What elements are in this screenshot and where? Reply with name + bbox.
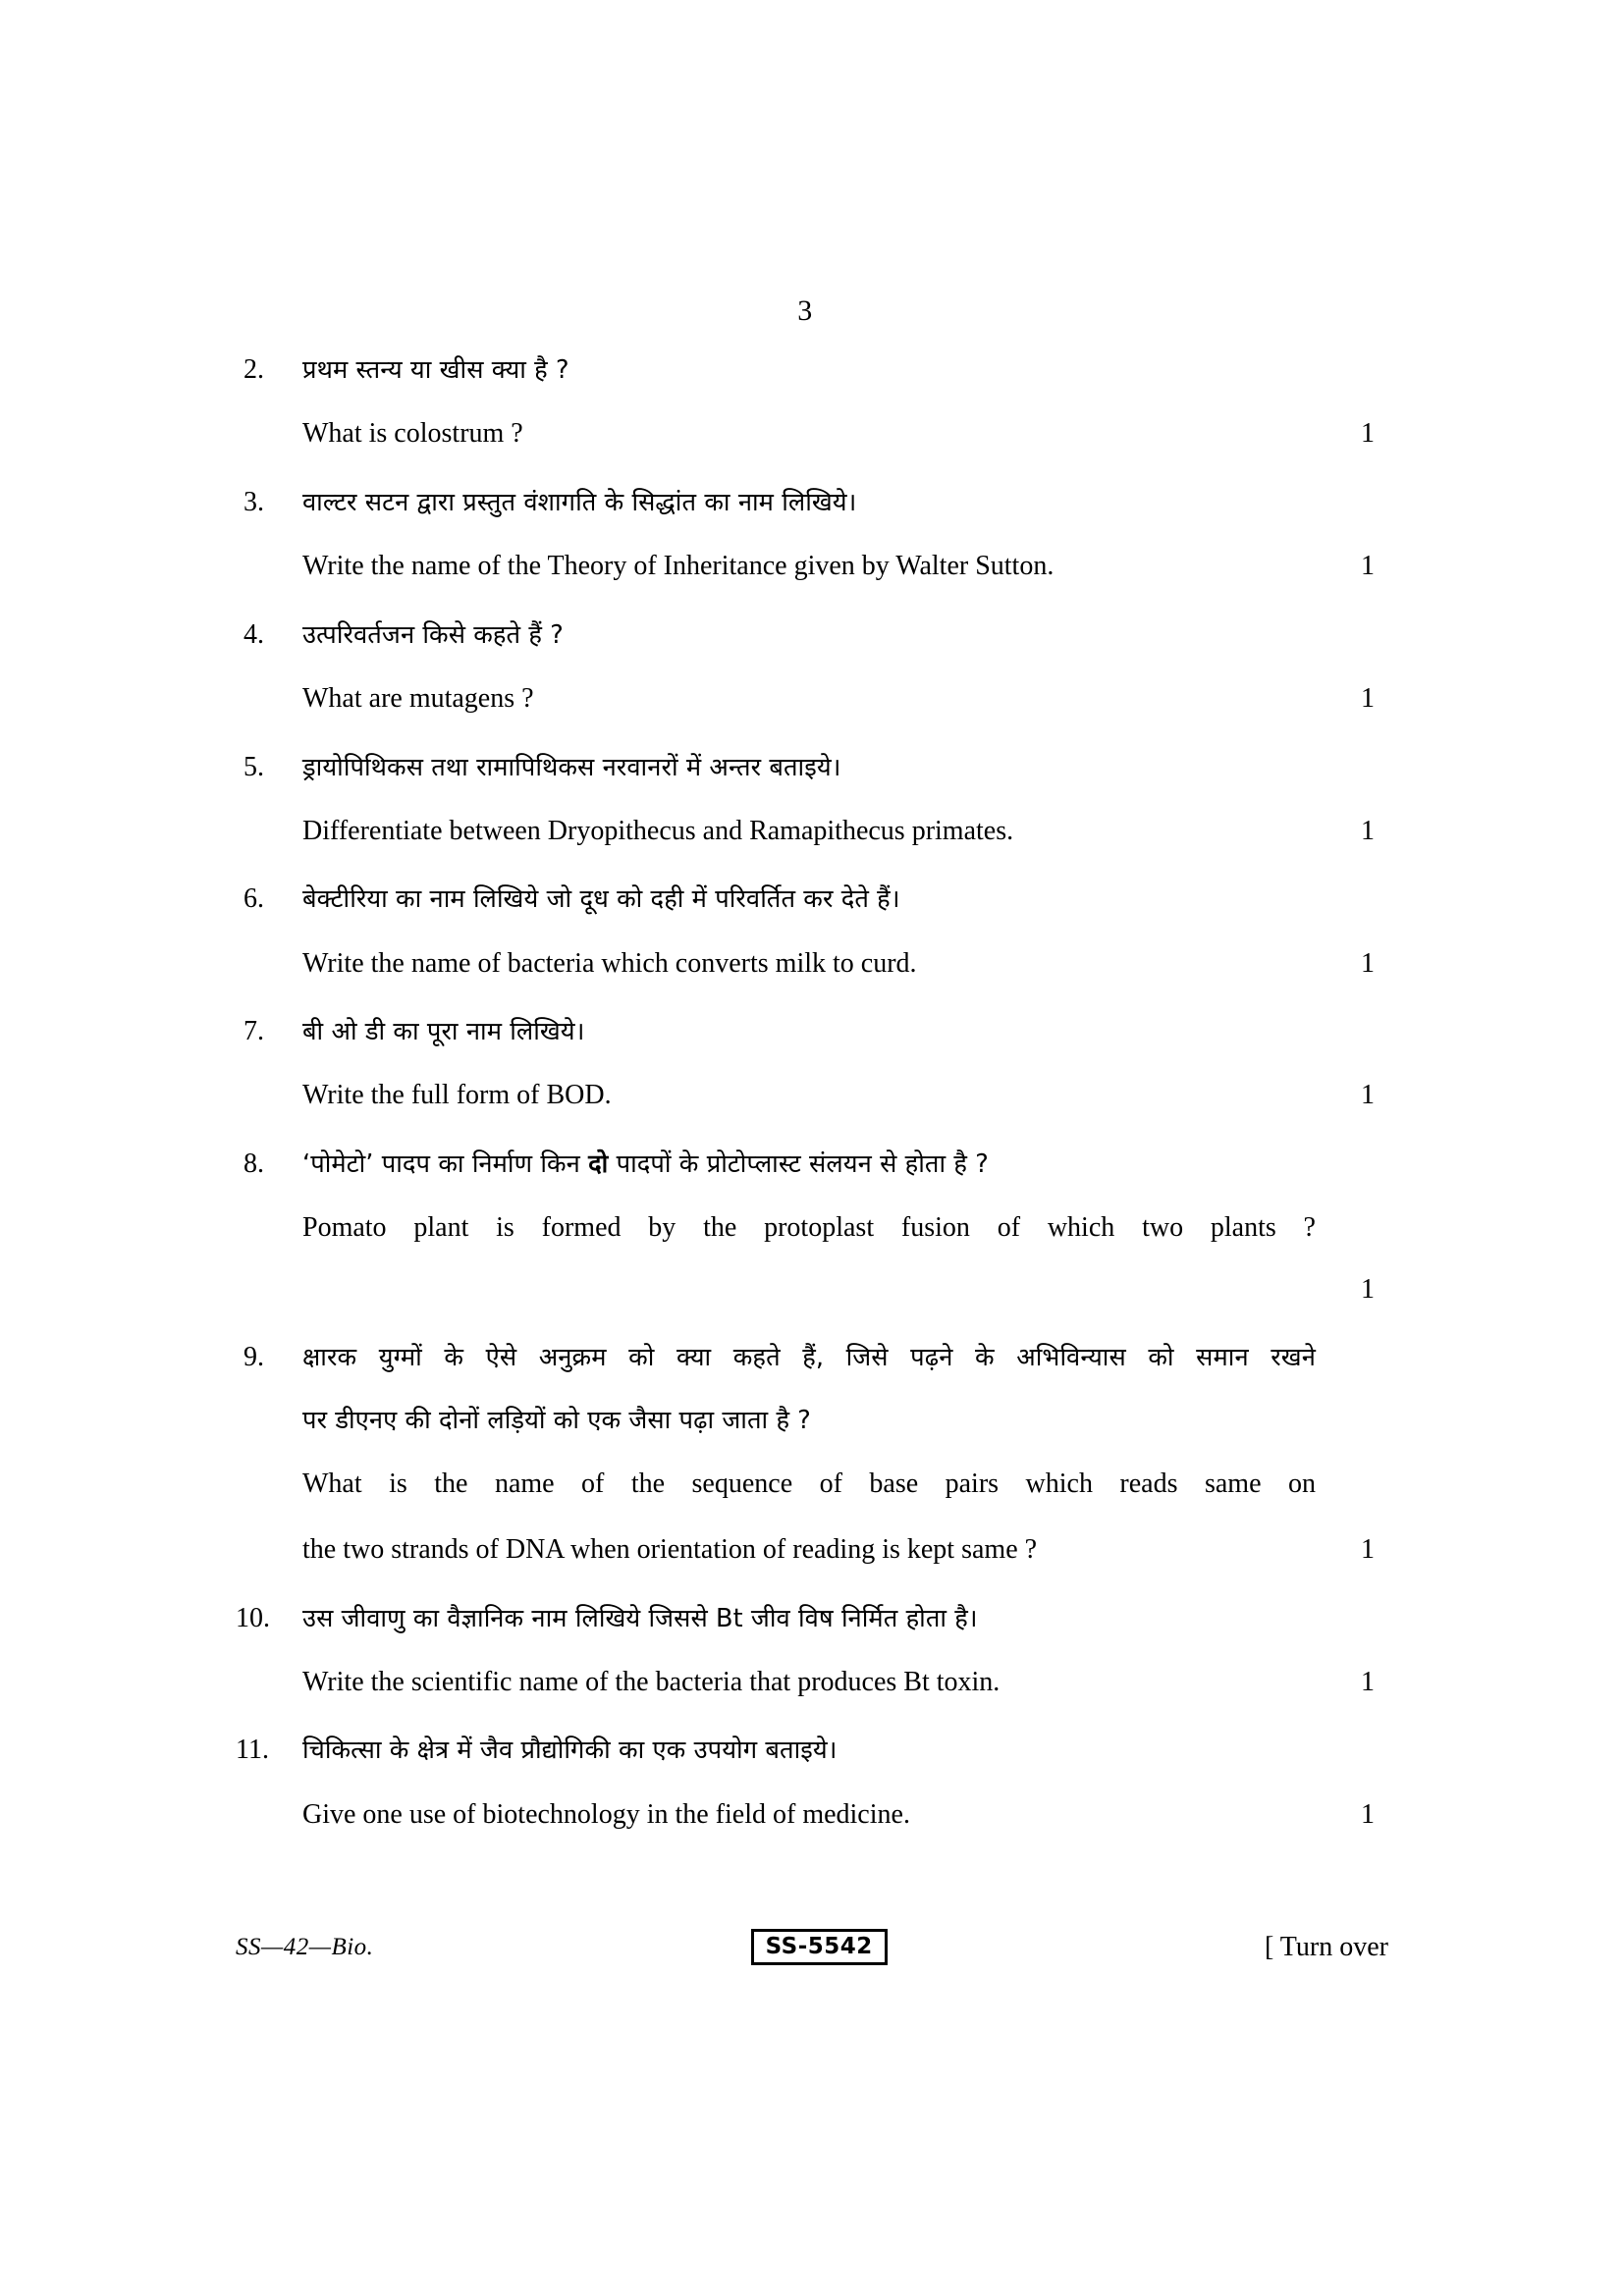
question-marks: 1: [1361, 682, 1375, 714]
question-text-english: Write the name of the Theory of Inheritance given by Walter Sutton.: [302, 551, 1055, 582]
question-text-english: Write the scientific name of the bacteria that produces Bt toxin.: [302, 1666, 1001, 1697]
question-hindi-row: [236, 484, 1375, 521]
question-english-row: [236, 812, 1375, 852]
question-text-hindi-pre: ‘पोमेटो’ पादप का निर्माण किन: [302, 1149, 589, 1180]
question-item-7: [236, 1013, 1375, 1116]
question-text-hindi: प्रथम स्तन्य या खीस क्या है ?: [302, 355, 569, 385]
question-marks: 1: [1361, 1798, 1375, 1830]
question-marks-row: [236, 1274, 1375, 1306]
question-hindi-row: [236, 1600, 1375, 1637]
question-english-row: [236, 1076, 1375, 1116]
question-number: 11.: [236, 1735, 269, 1766]
question-text-english-line1: What is the name of the sequence of base pairs which reads same on: [302, 1468, 1316, 1500]
question-item-9: [236, 1339, 1375, 1571]
question-text-hindi: [302, 1146, 1316, 1183]
question-hindi-row: [236, 1013, 1375, 1050]
question-number: 2.: [243, 354, 264, 385]
question-text-english: Give one use of biotechnology in the field of medicine.: [302, 1798, 910, 1830]
question-text-hindi: बेक्टीरिया का नाम लिखिये जो दूध को दही में परिवर्तित कर देते हैं।: [302, 884, 900, 915]
footer-paper-code: SS—42—Bio.: [236, 1933, 374, 1960]
question-item-10: [236, 1600, 1375, 1703]
question-hindi-row: [236, 616, 1375, 654]
question-english-row: [236, 1208, 1375, 1249]
question-text-hindi: उत्परिवर्तजन किसे कहते हैं ?: [302, 619, 564, 650]
question-english-row: [236, 944, 1375, 985]
question-text-hindi: चिकित्सा के क्षेत्र में जैव प्रौद्योगिकी का एक उपयोग बताइये।: [302, 1735, 838, 1766]
question-list: [236, 351, 1375, 1835]
question-english-row: [236, 1465, 1375, 1505]
question-hindi-row: [236, 881, 1375, 918]
question-text-hindi: बी ओ डी का पूरा नाम लिखिये।: [302, 1017, 585, 1047]
question-hindi-row: [236, 749, 1375, 786]
question-text-english: Differentiate between Dryopithecus and Ramapithecus primates.: [302, 815, 1014, 846]
question-item-2: [236, 351, 1375, 454]
question-marks: 1: [1361, 947, 1375, 979]
question-hindi-row: [236, 1732, 1375, 1769]
question-text-english: Write the full form of BOD.: [302, 1080, 612, 1111]
footer-code-box: SS-5542: [751, 1929, 888, 1965]
question-english-row-2: [236, 1530, 1375, 1571]
question-text-hindi-line2: पर डीएनए की दोनों लड़ियों को एक जैसा पढ़ा जाता है ?: [302, 1406, 811, 1436]
question-text-hindi: ड्रायोपिथिकस तथा रामापिथिकस नरवानरों में अन्तर बताइये।: [302, 752, 841, 782]
question-number: 10.: [236, 1602, 270, 1633]
question-text-english-line2: the two strands of DNA when orientation of reading is kept same ?: [302, 1534, 1038, 1565]
question-hindi-row-2: [236, 1402, 1375, 1439]
footer-turn-over: [ Turn over: [1264, 1931, 1388, 1962]
question-item-3: [236, 484, 1375, 587]
question-text-hindi-post: पादपों के प्रोटोप्लास्ट संलयन से होता है ?: [608, 1149, 989, 1180]
page-footer: [236, 1929, 1394, 1965]
question-number: 7.: [243, 1016, 264, 1047]
question-number: 3.: [243, 486, 264, 517]
question-number: 6.: [243, 883, 264, 915]
question-item-8: [236, 1146, 1375, 1306]
question-marks: 1: [1361, 1273, 1375, 1305]
question-number: 9.: [243, 1341, 264, 1372]
footer-center: [373, 1929, 1265, 1965]
question-marks: 1: [1361, 1080, 1375, 1111]
question-item-11: [236, 1732, 1375, 1835]
question-item-6: [236, 881, 1375, 984]
question-item-5: [236, 749, 1375, 852]
question-marks: 1: [1361, 1534, 1375, 1565]
question-hindi-row: [236, 1339, 1375, 1376]
question-text-hindi-line1: क्षारक युग्मों के ऐसे अनुक्रम को क्या कहते हैं, जिसे पढ़ने के अभिविन्यास को समान रखने: [302, 1342, 1316, 1372]
question-english-row: [236, 1663, 1375, 1703]
question-english-row: [236, 1795, 1375, 1836]
page-number: 3: [797, 294, 813, 327]
question-hindi-row: [236, 1146, 1375, 1183]
question-text-english: What is colostrum ?: [302, 418, 523, 450]
question-marks: 1: [1361, 815, 1375, 846]
question-text-english: Write the name of bacteria which converts milk to curd.: [302, 947, 917, 979]
question-text-hindi-emphasis: दो: [588, 1149, 609, 1180]
question-hindi-row: [236, 351, 1375, 389]
question-item-4: [236, 616, 1375, 720]
question-marks: 1: [1361, 551, 1375, 582]
question-text-english: Pomato plant is formed by the protoplast fusion of which two plants ?: [302, 1212, 1316, 1244]
question-text-english: What are mutagens ?: [302, 682, 534, 714]
question-number: 4.: [243, 618, 264, 650]
question-marks: 1: [1361, 418, 1375, 450]
question-english-row: [236, 414, 1375, 454]
question-text-hindi: वाल्टर सटन द्वारा प्रस्तुत वंशागति के सिद्धांत का नाम लिखिये।: [302, 487, 857, 517]
question-english-row: [236, 679, 1375, 720]
question-text-hindi: उस जीवाणु का वैज्ञानिक नाम लिखिये जिससे Bt जीव विष निर्मित होता है।: [302, 1603, 978, 1633]
question-marks: 1: [1361, 1666, 1375, 1697]
question-english-row: [236, 547, 1375, 587]
question-number: 5.: [243, 751, 264, 782]
question-number: 8.: [243, 1148, 264, 1180]
